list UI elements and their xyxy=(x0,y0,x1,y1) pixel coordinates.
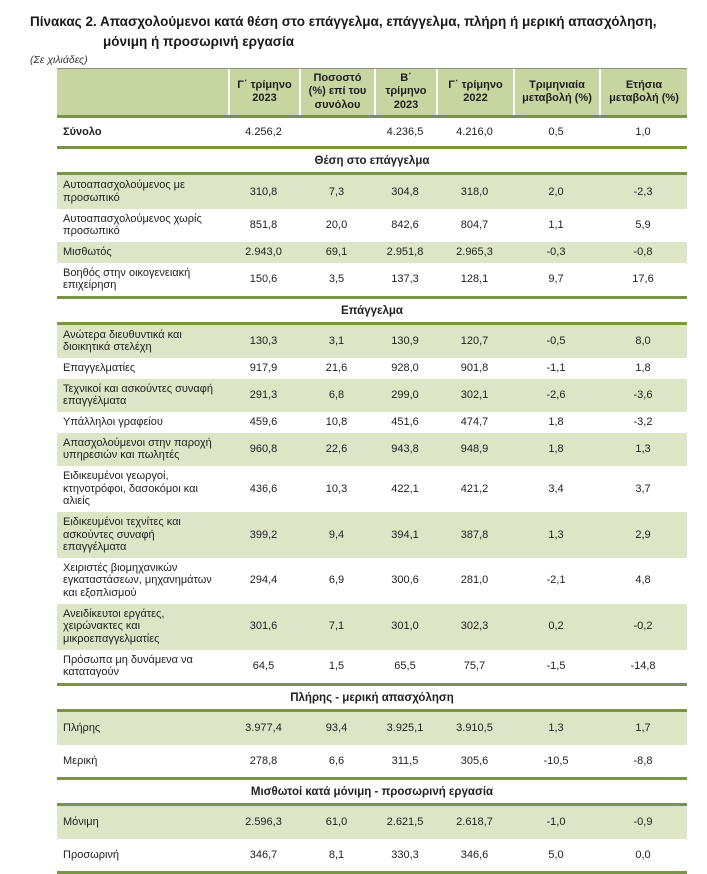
row-label: Χειριστές βιομηχανικών εγκαταστάσεων, μηχανημάτων και εξοπλισμού xyxy=(63,561,212,600)
value-cell-col2: 6,6 xyxy=(328,754,345,767)
row-label: Πρόσωπα μη δυνάμενα να καταταγούν xyxy=(63,653,193,679)
value-cell-col1: 278,8 xyxy=(249,754,278,767)
table-row xyxy=(57,466,687,512)
value-cell-col4: 346,6 xyxy=(460,848,489,861)
value-cell-col3: 299,0 xyxy=(391,389,419,402)
row-label: Υπάλληλοι γραφείου xyxy=(63,416,163,429)
value-cell-col2: 20,0 xyxy=(325,218,348,231)
value-cell-col4: 3.910,5 xyxy=(456,721,493,734)
value-cell-col6: -8,8 xyxy=(633,754,653,767)
value-cell-col4: 421,2 xyxy=(460,482,489,495)
value-cell-col6: -3,6 xyxy=(633,389,653,402)
value-cell-col2: 6,9 xyxy=(328,574,345,587)
value-cell-col6: -14,8 xyxy=(630,659,656,672)
table-section xyxy=(57,299,687,686)
value-cell-col2: 6,8 xyxy=(328,389,345,402)
value-cell-col2: 8,1 xyxy=(328,848,345,861)
table-row xyxy=(57,712,687,745)
table-row xyxy=(57,558,687,604)
value-cell-col2: 10,3 xyxy=(325,482,348,495)
value-cell-col5: 1,1 xyxy=(548,218,564,231)
value-cell-col6: 3,7 xyxy=(635,482,651,495)
value-cell-col1: 2.596,3 xyxy=(245,816,282,829)
value-cell-col2 xyxy=(299,118,374,147)
row-label: Επαγγελματίες xyxy=(63,362,136,375)
row-label: Ανώτερα διευθυντικά και διοικητικά στελέχη xyxy=(63,328,182,354)
table-row xyxy=(57,358,687,379)
value-cell-col2: 3,5 xyxy=(328,272,345,285)
value-cell-col4: 474,7 xyxy=(460,416,489,429)
value-cell-col1: 294,4 xyxy=(249,574,278,587)
value-cell-col6: 1,3 xyxy=(635,442,651,455)
value-cell-col5: 2,0 xyxy=(548,185,564,198)
value-cell-col3: 422,1 xyxy=(391,482,419,495)
value-cell-col6: -2,3 xyxy=(633,185,653,198)
value-cell-col2: 3,1 xyxy=(328,335,345,348)
section-title: Μισθωτοί κατά μόνιμη - προσωρινή εργασία xyxy=(57,780,687,806)
table-row xyxy=(57,806,687,839)
value-cell-col3: 842,6 xyxy=(391,218,419,231)
value-cell-col5: 9,7 xyxy=(548,272,564,285)
section-rows xyxy=(57,118,687,150)
value-cell-col3: 137,3 xyxy=(391,272,419,285)
value-cell-col5: -2,1 xyxy=(546,574,566,587)
employment-table xyxy=(57,68,687,874)
value-cell-col2: 61,0 xyxy=(325,816,348,829)
value-cell-col3: 304,8 xyxy=(391,185,419,198)
table-body xyxy=(57,118,687,874)
row-label: Απασχολούμενοι στην παροχή υπηρεσιών και πωλητές xyxy=(63,436,212,462)
table-row xyxy=(57,433,687,466)
value-cell-col3: 65,5 xyxy=(394,659,416,672)
value-cell-col1: 291,3 xyxy=(249,389,278,402)
value-cell-col4: 281,0 xyxy=(460,574,489,587)
value-cell-col2: 9,4 xyxy=(328,528,345,541)
section-title: Πλήρης - μερική απασχόληση xyxy=(57,686,687,712)
table-title: Πίνακας 2. Απασχολούμενοι κατά θέση στο επάγγελμα, επάγγελμα, πλήρη ή μερική απασχόληση, μόνιμη ή προσωρινή εργασία xyxy=(30,14,657,49)
value-cell-col1: 150,6 xyxy=(249,272,278,285)
row-label-column-header xyxy=(57,69,228,115)
value-cell-col1: 4.256,2 xyxy=(245,125,282,138)
row-label: Μισθωτός xyxy=(63,245,112,258)
value-cell-col2: 21,6 xyxy=(325,362,348,375)
row-label: Βοηθός στην οικογενειακή επιχείρηση xyxy=(63,266,191,292)
value-cell-col6: -3,2 xyxy=(633,416,653,429)
value-cell-col2: 93,4 xyxy=(325,721,348,734)
value-cell-col6: 2,9 xyxy=(635,528,651,541)
value-cell-col6: 0,0 xyxy=(635,848,651,861)
value-cell-col2: 69,1 xyxy=(325,245,348,258)
value-cell-col1: 851,8 xyxy=(249,218,278,231)
table-row xyxy=(57,839,687,872)
table-row xyxy=(57,512,687,558)
value-cell-col1: 310,8 xyxy=(249,185,278,198)
value-cell-col5: 5,0 xyxy=(548,848,564,861)
table-section xyxy=(57,149,687,298)
value-cell-col5: -1,5 xyxy=(546,659,566,672)
value-cell-col4: 804,7 xyxy=(460,218,489,231)
value-cell-col1: 2.943,0 xyxy=(245,245,282,258)
table-row xyxy=(57,325,687,358)
value-cell-col4: 305,6 xyxy=(460,754,489,767)
value-cell-col4: 4.216,0 xyxy=(456,125,493,138)
value-cell-col5: -0,3 xyxy=(546,245,566,258)
section-title: Θέση στο επάγγελμα xyxy=(57,149,687,175)
value-cell-col3: 2.951,8 xyxy=(386,245,424,258)
value-cell-col5: 0,5 xyxy=(548,125,564,138)
row-label: Προσωρινή xyxy=(63,848,120,861)
table-row xyxy=(57,650,687,683)
value-cell-col6: 17,6 xyxy=(632,272,654,285)
value-cell-col6: 1,7 xyxy=(635,721,651,734)
table-section xyxy=(57,118,687,150)
value-cell-col4: 120,7 xyxy=(460,335,489,348)
value-cell-col3: 301,0 xyxy=(391,620,419,633)
row-label: Μόνιμη xyxy=(63,816,99,829)
value-cell-col4: 75,7 xyxy=(463,659,486,672)
value-cell-col2: 1,5 xyxy=(328,659,345,672)
section-title: Επάγγελμα xyxy=(57,299,687,325)
value-cell-col3: 3.925,1 xyxy=(386,721,424,734)
row-label: Ανειδίκευτοι εργάτες, χειρώνακτες και μικροεπαγγελματίες xyxy=(63,607,165,645)
value-cell-col1: 3.977,4 xyxy=(245,721,282,734)
value-cell-col3: 4.236,5 xyxy=(386,125,424,138)
value-cell-col6: 4,8 xyxy=(635,574,651,587)
row-label: Τεχνικοί και ασκούντες συναφή επαγγέλματα xyxy=(63,382,214,408)
value-cell-col3: 451,6 xyxy=(391,416,419,429)
column-header-3: Β΄ τρίμηνο 2023 xyxy=(374,69,436,115)
row-label: Ειδικευμένοι τεχνίτες και ασκούντες συναφή επαγγέλματα xyxy=(63,515,181,554)
value-cell-col6: 8,0 xyxy=(635,335,651,348)
value-cell-col1: 64,5 xyxy=(252,659,275,672)
column-header-6: Ετήσια μεταβολή (%) xyxy=(599,69,687,115)
value-cell-col4: 302,1 xyxy=(460,389,489,402)
row-label: Μερική xyxy=(63,754,98,767)
table-row xyxy=(57,745,687,778)
section-rows xyxy=(57,175,687,298)
value-cell-col4: 318,0 xyxy=(460,185,489,198)
value-cell-col4: 387,8 xyxy=(460,528,489,541)
value-cell-col5: -0,5 xyxy=(546,335,566,348)
table-row xyxy=(57,263,687,296)
table-section xyxy=(57,780,687,874)
value-cell-col1: 346,7 xyxy=(249,848,278,861)
table-row xyxy=(57,379,687,412)
value-cell-col5: 3,4 xyxy=(548,482,564,495)
value-cell-col5: -2,6 xyxy=(546,389,566,402)
value-cell-col5: -1,1 xyxy=(546,362,566,375)
table-section xyxy=(57,686,687,780)
value-cell-col1: 399,2 xyxy=(249,528,278,541)
value-cell-col6: 1,0 xyxy=(635,125,651,138)
value-cell-col6: 1,8 xyxy=(635,362,651,375)
value-cell-col3: 394,1 xyxy=(391,528,419,541)
value-cell-col2: 7,1 xyxy=(328,620,345,633)
value-cell-col3: 330,3 xyxy=(391,848,419,861)
table-row xyxy=(57,604,687,650)
section-rows xyxy=(57,325,687,686)
value-cell-col4: 2.618,7 xyxy=(456,816,493,829)
value-cell-col1: 436,6 xyxy=(249,482,278,495)
value-cell-col6: -0,2 xyxy=(633,620,653,633)
table-row xyxy=(57,175,687,208)
value-cell-col4: 2.965,3 xyxy=(456,245,493,258)
value-cell-col3: 311,5 xyxy=(391,754,419,767)
value-cell-col4: 128,1 xyxy=(460,272,489,285)
table-row xyxy=(57,242,687,263)
section-rows xyxy=(57,806,687,874)
value-cell-col6: 5,9 xyxy=(635,218,651,231)
value-cell-col6: -0,8 xyxy=(633,245,653,258)
table-row xyxy=(57,118,687,147)
table-row xyxy=(57,412,687,433)
column-header-2: Ποσοστό (%) επί του συνόλου xyxy=(299,69,374,115)
value-cell-col1: 130,3 xyxy=(249,335,278,348)
section-rows xyxy=(57,712,687,780)
value-cell-col6: -0,9 xyxy=(633,816,653,829)
value-cell-col2: 10,8 xyxy=(325,416,348,429)
value-cell-col1: 917,9 xyxy=(249,362,278,375)
column-header-1: Γ΄ τρίμηνο 2023 xyxy=(228,69,299,115)
value-cell-col2: 7,3 xyxy=(328,185,345,198)
value-cell-col5: 1,3 xyxy=(548,721,564,734)
value-cell-col5: 1,8 xyxy=(548,442,564,455)
value-cell-col4: 948,9 xyxy=(460,442,489,455)
value-cell-col5: 1,3 xyxy=(548,528,564,541)
value-cell-col4: 302,3 xyxy=(460,620,489,633)
value-cell-col3: 130,9 xyxy=(391,335,419,348)
row-label: Σύνολο xyxy=(63,125,102,138)
column-header-4: Γ΄ τρίμηνο 2022 xyxy=(436,69,513,115)
value-cell-col2: 22,6 xyxy=(325,442,348,455)
units-note: (Σε χιλιάδες) xyxy=(30,54,88,67)
table-header-row xyxy=(57,69,687,118)
row-label: Αυτοαπασχολούμενος χωρίς προσωπικό xyxy=(63,212,202,238)
row-label: Αυτοαπασχολούμενος με προσωπικό xyxy=(63,179,185,204)
value-cell-col5: -1,0 xyxy=(546,816,566,829)
value-cell-col3: 928,0 xyxy=(391,362,419,375)
value-cell-col1: 960,8 xyxy=(249,442,278,455)
value-cell-col3: 2.621,5 xyxy=(386,816,424,829)
row-label: Πλήρης xyxy=(63,721,101,734)
value-cell-col5: -10,5 xyxy=(543,754,569,767)
table-row xyxy=(57,209,687,242)
value-cell-col4: 901,8 xyxy=(460,362,489,375)
value-cell-col1: 301,6 xyxy=(249,620,278,633)
value-cell-col3: 300,6 xyxy=(391,574,419,587)
column-header-5: Τριμηνιαία μεταβολή (%) xyxy=(513,69,599,115)
value-cell-col5: 0,2 xyxy=(548,620,564,633)
value-cell-col1: 459,6 xyxy=(249,416,278,429)
row-label: Ειδικευμένοι γεωργοί, κτηνοτρόφοι, δασοκόμοι και αλιείς xyxy=(63,469,198,508)
value-cell-col3: 943,8 xyxy=(391,442,419,455)
value-cell-col5: 1,8 xyxy=(548,416,564,429)
